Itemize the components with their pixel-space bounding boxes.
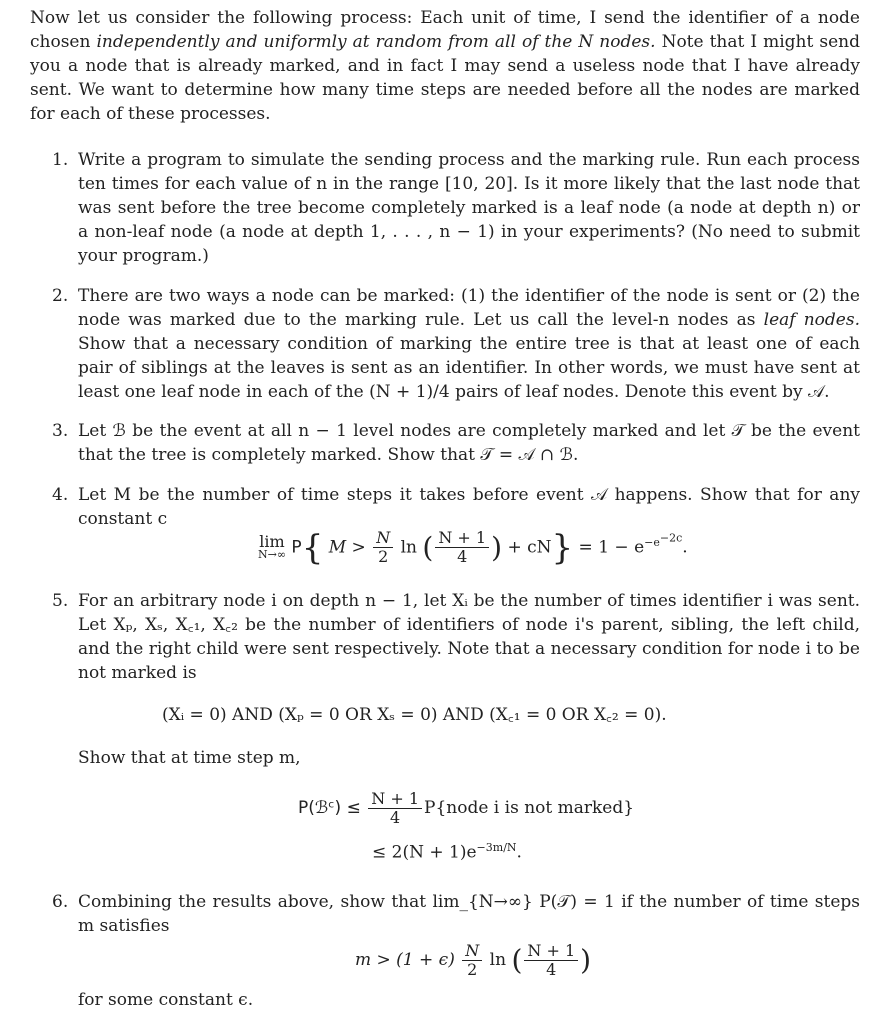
eq6-inner-fraction: $\frac{N + 1}{4}$ (524, 942, 578, 979)
eq6-lhs: m > (1 + ϵ) (355, 950, 455, 970)
eq6-left-paren: ( (511, 943, 523, 977)
item-1-text: Write a program to simulate the sending process and the marking rule. Run each process ten times for each value of n in the range [10, 20]. Is it more likely that the last node that was sent before the tree become completely marked is a leaf node (a node at depth n) or a non-leaf node (a node at depth 1, . . . , n − 1) in your experiments? (No need to submit your program.) (78, 150, 860, 266)
intro-paragraph (30, 6, 860, 126)
item-2-number: 2. (52, 286, 69, 306)
item-4-text: Let M be the number of time steps it takes before event 𝒜 happens. Show that for any constant c (78, 485, 860, 529)
eq-rhs: = 1 − e (578, 537, 645, 558)
left-brace: { (301, 527, 324, 568)
item-6-tail: for some constant ϵ. (78, 990, 254, 1010)
item-3-text: Let ℬ be the event at all n − 1 level nodes are completely marked and let 𝒯 be the event that the tree is completely marked. Show that 𝒯 = 𝒜 ∩ ℬ. (78, 421, 860, 465)
eq2-text: ≤ 2(N + 1)e (372, 842, 477, 863)
item-4-number: 4. (52, 485, 69, 505)
intro-italic: independently and uniformly at random from all of the N nodes. (96, 32, 656, 52)
item-2-text-a: There are two ways a node can be marked: (1) the identifier of the node is sent or (2) the node was marked due to the marking rule. Let us call the level-n nodes as (78, 286, 860, 330)
item-6-equation (355, 942, 591, 979)
eq2-exponent: −3m/N (476, 841, 517, 854)
probability-symbol: P (291, 537, 302, 558)
eq1-lhs: P(ℬᶜ) ≤ (298, 798, 361, 818)
eq1-rhs: P{node i is not marked} (424, 798, 635, 818)
ln-operator: ln (400, 537, 417, 558)
item-5-equation-1 (298, 790, 634, 827)
eq6-ln: ln (489, 950, 507, 970)
item-2-emphasis: leaf nodes. (763, 310, 860, 330)
item-5-number: 5. (52, 591, 69, 611)
item-5-equation-2: ≤ $2(N + 1)e^{-3m/N}$. (372, 841, 522, 863)
limit-operator: lim N→∞ (258, 531, 287, 561)
item-6-text: Combining the results above, show that lim_{N→∞} P(𝒯) = 1 if the number of time steps m satisfies (78, 892, 860, 936)
item-2-text-b: Show that a necessary condition of marking the entire tree is that at least one of each pair of siblings at the leaves is sent as an identifier. In other words, we must have sent at least one leaf node in each of the (N + 1)/4 pairs of leaf nodes. Denote this event by 𝒜. (78, 334, 860, 402)
left-paren: ( (422, 530, 434, 564)
eq1-fraction: $\frac{N + 1}{4}$ (368, 790, 422, 827)
right-paren: ) (491, 530, 503, 564)
right-brace: } (551, 527, 574, 568)
eq-plus-cn: + cN (507, 537, 552, 558)
fraction-n-over-2: $\frac{N}{2}$ (373, 529, 393, 566)
item-3-number: 3. (52, 421, 69, 441)
item-5-text: For an arbitrary node i on depth n − 1, let Xᵢ be the number of times identifier i was sent. Let Xₚ, Xₛ, X꜀₁, X꜀₂ be the number of identifiers of node i's parent, sibling, the left child, and the right child were sent respectively. Note that a necessary condition for node i to be not marked is (78, 591, 860, 683)
intro-text-2: Note that I might send you a node that is already marked, and in fact I may send a useless node that I have already sent. We want to determine how many time steps are needed before all the nodes are marked for each of these processes. (30, 32, 860, 124)
eq-lhs: M > (328, 537, 366, 558)
item-1-number: 1. (52, 150, 69, 170)
eq6-right-paren: ) (580, 943, 592, 977)
item-6-number: 6. (52, 892, 69, 912)
fraction-n-plus-1-over-4: $\frac{N + 1}{4}$ (435, 529, 489, 566)
item-5-show-text: Show that at time step m, (78, 748, 301, 768)
item-2-text (78, 284, 860, 404)
eq6-fraction: $\frac{N}{2}$ (462, 942, 482, 979)
intro-text-1: Now let us consider the following process: Each unit of time, I send the identifier of a node chosen (30, 8, 860, 52)
item-4-equation: lim N→∞ P{ M > $\frac{N}{2}$ ln ( $\frac{N + 1}{4}$ ) + $cN\} = 1 - e^{-e^{-2c}}$. (258, 527, 688, 568)
item-5-condition: (Xᵢ = 0) AND (Xₚ = 0 OR Xₛ = 0) AND (X꜀₁ = 0 OR X꜀₂ = 0). (162, 705, 667, 725)
